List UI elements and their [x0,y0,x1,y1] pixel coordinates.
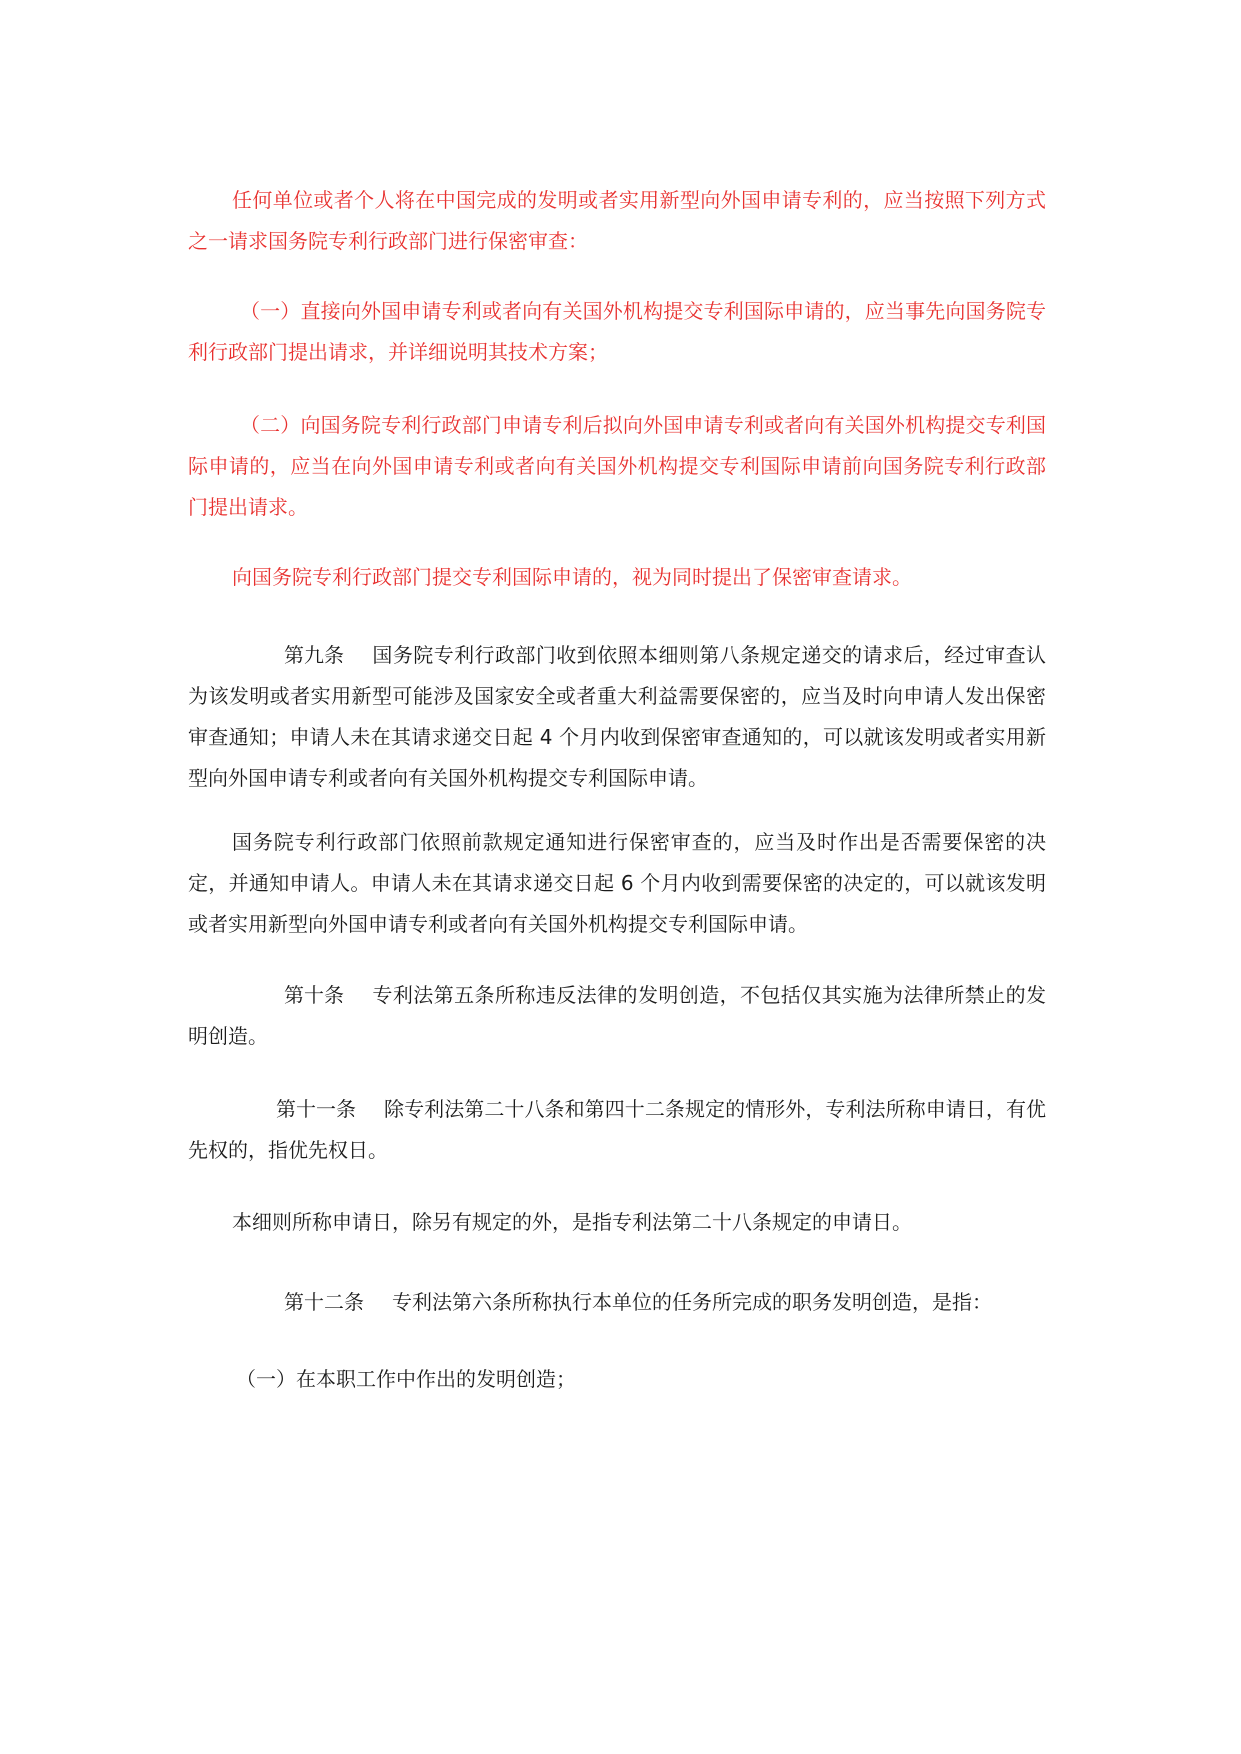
paragraph-intro: 任何单位或者个人将在中国完成的发明或者实用新型向外国申请专利的，应当按照下列方式之一请求国务院专利行政部门进行保密审查： [188,188,1046,253]
article-text: 国务院专利行政部门收到依照本细则第八条规定递交的请求后，经过审查认为该发明或者实用新型可能涉及国家安全或者重大利益需要保密的，应当及时向申请人发出保密审查通知；申请人未在其请求递交日起 4 个月内收到保密审查通知的，可以就该发明或者实用新型向外国申请专利或者向有关国外机构提交专利国际申请。 [188,643,1046,790]
article-12 [188,1282,1046,1323]
paragraph-article-9-second: 国务院专利行政部门依照前款规定通知进行保密审查的，应当及时作出是否需要保密的决定，并通知申请人。申请人未在其请求递交日起 6 个月内收到需要保密的决定的，可以就该发明或者实用新型向外国申请专利或者向有关国外机构提交专利国际申请。 [188,830,1046,936]
article-9 [188,635,1046,799]
article-10 [188,975,1046,1057]
article-number: 第十条 [284,983,344,1007]
article-number: 第九条 [284,643,344,667]
paragraph-article-11-second: 本细则所称申请日，除另有规定的外，是指专利法第二十八条规定的申请日。 [232,1210,912,1234]
article-number: 第十一条 [276,1097,356,1121]
paragraph-item-2: （二）向国务院专利行政部门申请专利后拟向外国申请专利或者向有关国外机构提交专利国际申请的，应当在向外国申请专利或者向有关国外机构提交专利国际申请前向国务院专利行政部门提出请求。 [188,413,1046,519]
article-text: 专利法第五条所称违反法律的发明创造，不包括仅其实施为法律所禁止的发明创造。 [188,983,1046,1048]
paragraph-article-12-item-1: （一）在本职工作中作出的发明创造； [236,1367,576,1391]
paragraph-item-1: （一）直接向外国申请专利或者向有关国外机构提交专利国际申请的，应当事先向国务院专利行政部门提出请求，并详细说明其技术方案； [188,299,1046,364]
article-text: 专利法第六条所称执行本单位的任务所完成的职务发明创造，是指： [392,1290,992,1314]
paragraph-pct-request: 向国务院专利行政部门提交专利国际申请的，视为同时提出了保密审查请求。 [232,565,912,589]
article-number: 第十二条 [284,1290,364,1314]
article-11 [188,1089,1046,1171]
article-text: 除专利法第二十八条和第四十二条规定的情形外，专利法所称申请日，有优先权的，指优先权日。 [188,1097,1046,1162]
